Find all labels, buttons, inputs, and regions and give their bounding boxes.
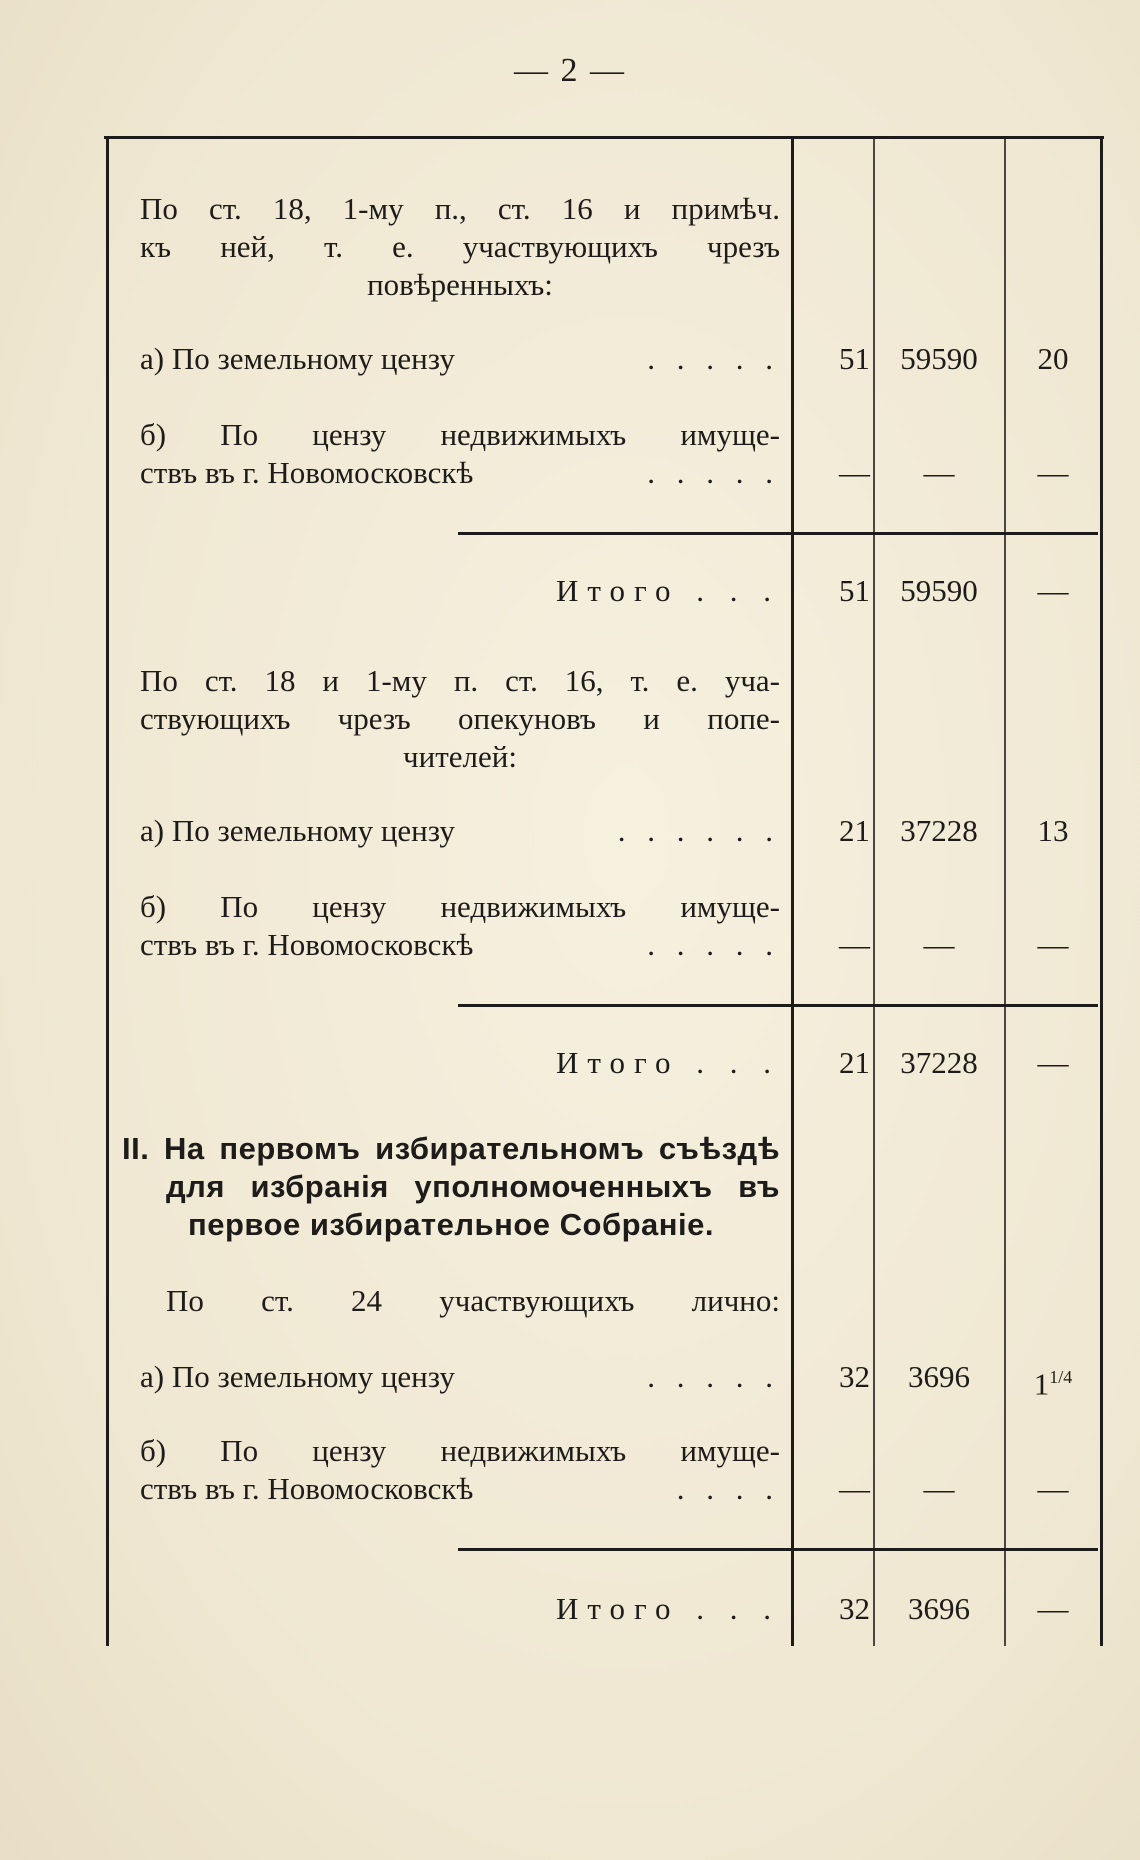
sum-rule <box>458 1548 792 1551</box>
cell-value: 51 <box>839 341 870 376</box>
group1-heading <box>140 190 780 304</box>
group1-heading-line: къ ней, т. е. участвующихъ чрезъ <box>140 229 780 264</box>
group3-heading <box>140 1282 780 1320</box>
sum-rule <box>794 1004 1098 1007</box>
group1-heading-line: повѣренныхъ: <box>367 267 553 302</box>
cell-value: — <box>1037 1045 1069 1080</box>
fraction-part: 1/4 <box>1049 1367 1073 1387</box>
section-heading-line: первое избирательное Собраніе. <box>188 1207 714 1242</box>
table-left-border <box>106 139 109 1646</box>
cell-value: — <box>839 927 870 962</box>
cell-value: 32 <box>839 1359 870 1394</box>
cell-value: — <box>923 455 955 490</box>
row-label-line: б) По цензу недвижимыхъ имуще- <box>140 889 780 924</box>
group1-heading-line: По ст. 18, 1-му п., ст. 16 и примѣч. <box>140 191 780 226</box>
sum-rule <box>794 532 1098 535</box>
cell-value: 20 <box>1037 341 1069 376</box>
cell-value: — <box>1037 455 1069 490</box>
total-label: Итого . . . <box>556 1045 780 1080</box>
group3-heading-line: По ст. 24 участвующихъ лично: <box>166 1283 780 1318</box>
total-label: Итого . . . <box>556 573 780 608</box>
row-label: а) По земельному цензу <box>140 1359 455 1394</box>
cell-value: — <box>839 455 870 490</box>
cell-value: — <box>923 927 955 962</box>
table-top-rule <box>104 136 1104 139</box>
row-label: а) По земельному цензу <box>140 341 455 376</box>
section-heading-line: для избранія уполномоченныхъ въ <box>166 1169 780 1204</box>
row-label: а) По земельному цензу <box>140 813 455 848</box>
row-label-line: б) По цензу недвижимыхъ имуще- <box>140 417 780 452</box>
cell-value: — <box>1037 1471 1069 1506</box>
section-heading <box>122 1130 780 1244</box>
group2-heading-line: чителей: <box>403 739 517 774</box>
group2-heading <box>140 662 780 776</box>
group2-heading-line: ствующихъ чрезъ опекуновъ и попе- <box>140 701 780 736</box>
cell-value: — <box>923 1471 955 1506</box>
cell-value: 21 <box>839 813 870 848</box>
leader-dots: . . . . <box>676 1471 780 1506</box>
section-heading-line: II. На первомъ избирательномъ съѣздѣ <box>122 1131 780 1166</box>
sum-rule <box>458 1004 792 1007</box>
row-label: ствъ въ г. Новомосковскѣ <box>140 455 474 490</box>
leader-dots: . . . . . . <box>617 813 780 848</box>
cell-value: 51 <box>839 573 870 608</box>
sum-rule <box>794 1548 1098 1551</box>
cell-value: 3696 <box>908 1591 970 1626</box>
fraction-whole: 1 <box>1033 1366 1050 1402</box>
leader-dots: . . . . . <box>647 1359 780 1394</box>
leader-dots: . . . . . <box>647 341 780 376</box>
cell-value: 59590 <box>900 573 978 608</box>
page-number: — 2 — <box>514 52 626 89</box>
group2-heading-line: По ст. 18 и 1-му п. ст. 16, т. е. уча- <box>140 663 780 698</box>
cell-value: — <box>1037 927 1069 962</box>
row-label: ствъ въ г. Новомосковскѣ <box>140 927 474 962</box>
row-label-line: б) По цензу недвижимыхъ имуще- <box>140 1433 780 1468</box>
sum-rule <box>458 532 792 535</box>
cell-value: — <box>1037 1591 1069 1626</box>
cell-value: 21 <box>839 1045 870 1080</box>
cell-value: 37228 <box>900 1045 978 1080</box>
cell-value: 32 <box>839 1591 870 1626</box>
cell-value: 37228 <box>900 813 978 848</box>
cell-value: 59590 <box>900 341 978 376</box>
cell-value-fraction <box>1006 1358 1100 1403</box>
leader-dots: . . . . . <box>647 455 780 490</box>
total-label: Итого . . . <box>556 1591 780 1626</box>
cell-value: — <box>1037 573 1069 608</box>
cell-value: — <box>839 1471 870 1506</box>
cell-value: 3696 <box>908 1359 970 1394</box>
table-right-border <box>1100 139 1103 1646</box>
row-label: ствъ въ г. Новомосковскѣ <box>140 1471 474 1506</box>
cell-value: 13 <box>1037 813 1069 848</box>
table-column-divider-1 <box>873 139 875 1646</box>
leader-dots: . . . . . <box>647 927 780 962</box>
